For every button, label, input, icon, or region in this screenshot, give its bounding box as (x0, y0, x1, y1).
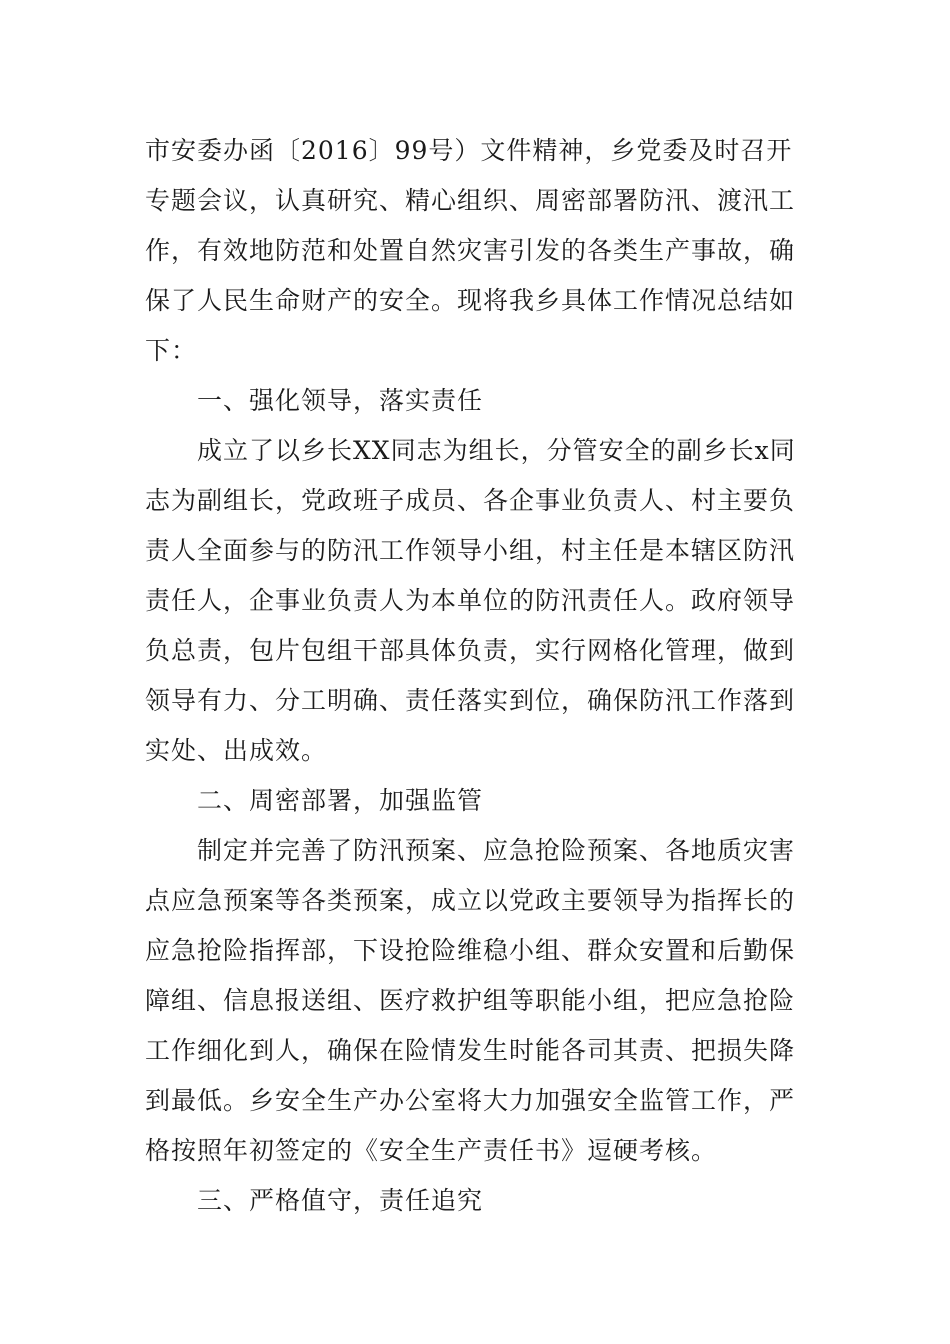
paragraph-line: 实处、出成效。 (145, 736, 328, 765)
paragraph-line: 责人全面参与的防汛工作领导小组，村主任是本辖区防汛 (145, 536, 796, 565)
paragraph-line: 成立了以乡长XX同志为组长，分管安全的副乡长x同 (197, 436, 796, 465)
section-1-paragraph (145, 426, 810, 776)
section-heading-2: 二、周密部署，加强监管 (197, 786, 484, 815)
intro-line: 保了人民生命财产的安全。现将我乡具体工作情况总结如 (145, 286, 796, 315)
paragraph-line: 点应急预案等各类预案，成立以党政主要领导为指挥长的 (145, 886, 796, 915)
paragraph-line: 应急抢险指挥部，下设抢险维稳小组、群众安置和后勤保 (145, 936, 796, 965)
paragraph-line: 到最低。乡安全生产办公室将大力加强安全监管工作，严 (145, 1086, 796, 1115)
document-body (145, 126, 810, 1226)
paragraph-line: 格按照年初签定的《安全生产责任书》逗硬考核。 (145, 1136, 718, 1165)
section-heading-1: 一、强化领导，落实责任 (197, 386, 484, 415)
paragraph-line: 志为副组长，党政班子成员、各企事业负责人、村主要负 (145, 486, 796, 515)
paragraph-line: 制定并完善了防汛预案、应急抢险预案、各地质灾害 (197, 836, 796, 865)
section-heading-3: 三、严格值守，责任追究 (197, 1186, 484, 1215)
paragraph-line: 责任人，企事业负责人为本单位的防汛责任人。政府领导 (145, 586, 796, 615)
paragraph-line: 障组、信息报送组、医疗救护组等职能小组，把应急抢险 (145, 986, 796, 1015)
paragraph-line: 负总责，包片包组干部具体负责，实行网格化管理，做到 (145, 636, 796, 665)
paragraph-line: 工作细化到人，确保在险情发生时能各司其责、把损失降 (145, 1036, 796, 1065)
intro-line: 专题会议，认真研究、精心组织、周密部署防汛、渡汛工 (145, 186, 796, 215)
intro-line: 下： (145, 336, 198, 365)
paragraph-line: 领导有力、分工明确、责任落实到位，确保防汛工作落到 (145, 686, 796, 715)
intro-line: 作，有效地防范和处置自然灾害引发的各类生产事故，确 (145, 236, 796, 265)
section-2-paragraph (145, 826, 810, 1176)
intro-line: 市安委办函〔2016〕99号）文件精神，乡党委及时召开 (145, 136, 793, 165)
intro-paragraph (145, 126, 810, 376)
